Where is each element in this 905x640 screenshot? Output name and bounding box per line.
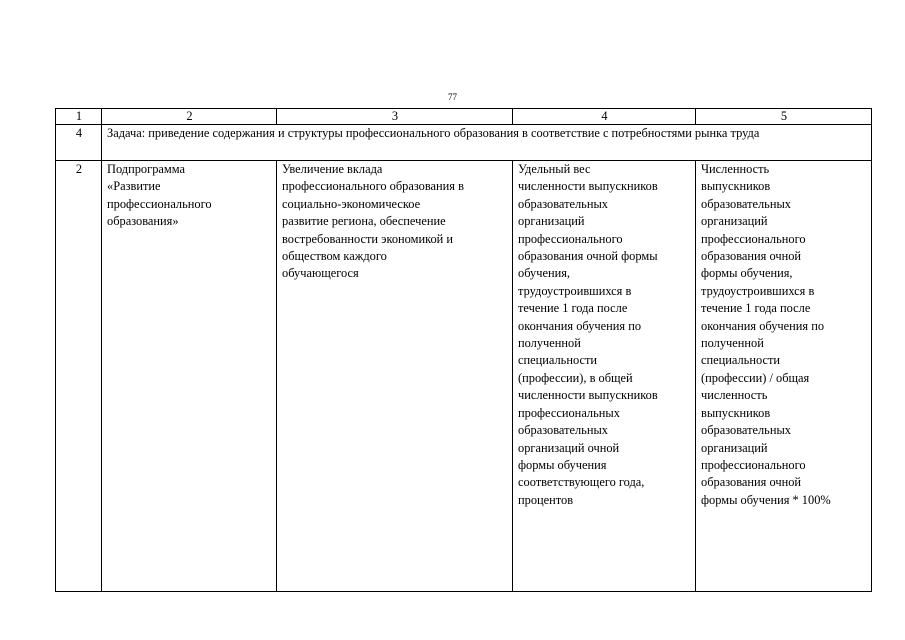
table-header-row	[56, 109, 872, 125]
task-row-number: 4	[56, 125, 102, 161]
header-cell-3: 3	[277, 109, 513, 125]
program-name-cell: Подпрограмма «Развитие профессионального образования»	[102, 161, 277, 592]
indicators-table	[55, 108, 872, 592]
header-cell-4: 4	[513, 109, 696, 125]
header-cell-1: 1	[56, 109, 102, 125]
header-cell-5: 5	[696, 109, 872, 125]
task-row	[56, 125, 872, 161]
program-goal-cell: Увеличение вклада профессионального образования в социально-экономическое развитие региона, обеспечение востребованности экономикой и обществом каждого обучающегося	[277, 161, 513, 592]
formula-cell: Численность выпускников образовательных организаций профессионального образования очной формы обучения, трудоустроившихся в течение 1 года после окончания обучения по полученной специальности (профессии) / общая численность выпускников образовательных организаций профессионального образования очной формы обучения * 100%	[696, 161, 872, 592]
program-row	[56, 161, 872, 592]
page-number: 77	[448, 92, 457, 102]
task-row-text: Задача: приведение содержания и структуры профессионального образования в соответствие с потребностями рынка труда	[102, 125, 872, 161]
header-cell-2: 2	[102, 109, 277, 125]
indicator-cell: Удельный вес численности выпускников образовательных организаций профессионального образования очной формы обучения, трудоустроившихся в течение 1 года после окончания обучения по полученной специальности (профессии), в общей численности выпускников профессиональных образовательных организаций очной формы обучения соответствующего года, процентов	[513, 161, 696, 592]
program-row-number: 2	[56, 161, 102, 592]
